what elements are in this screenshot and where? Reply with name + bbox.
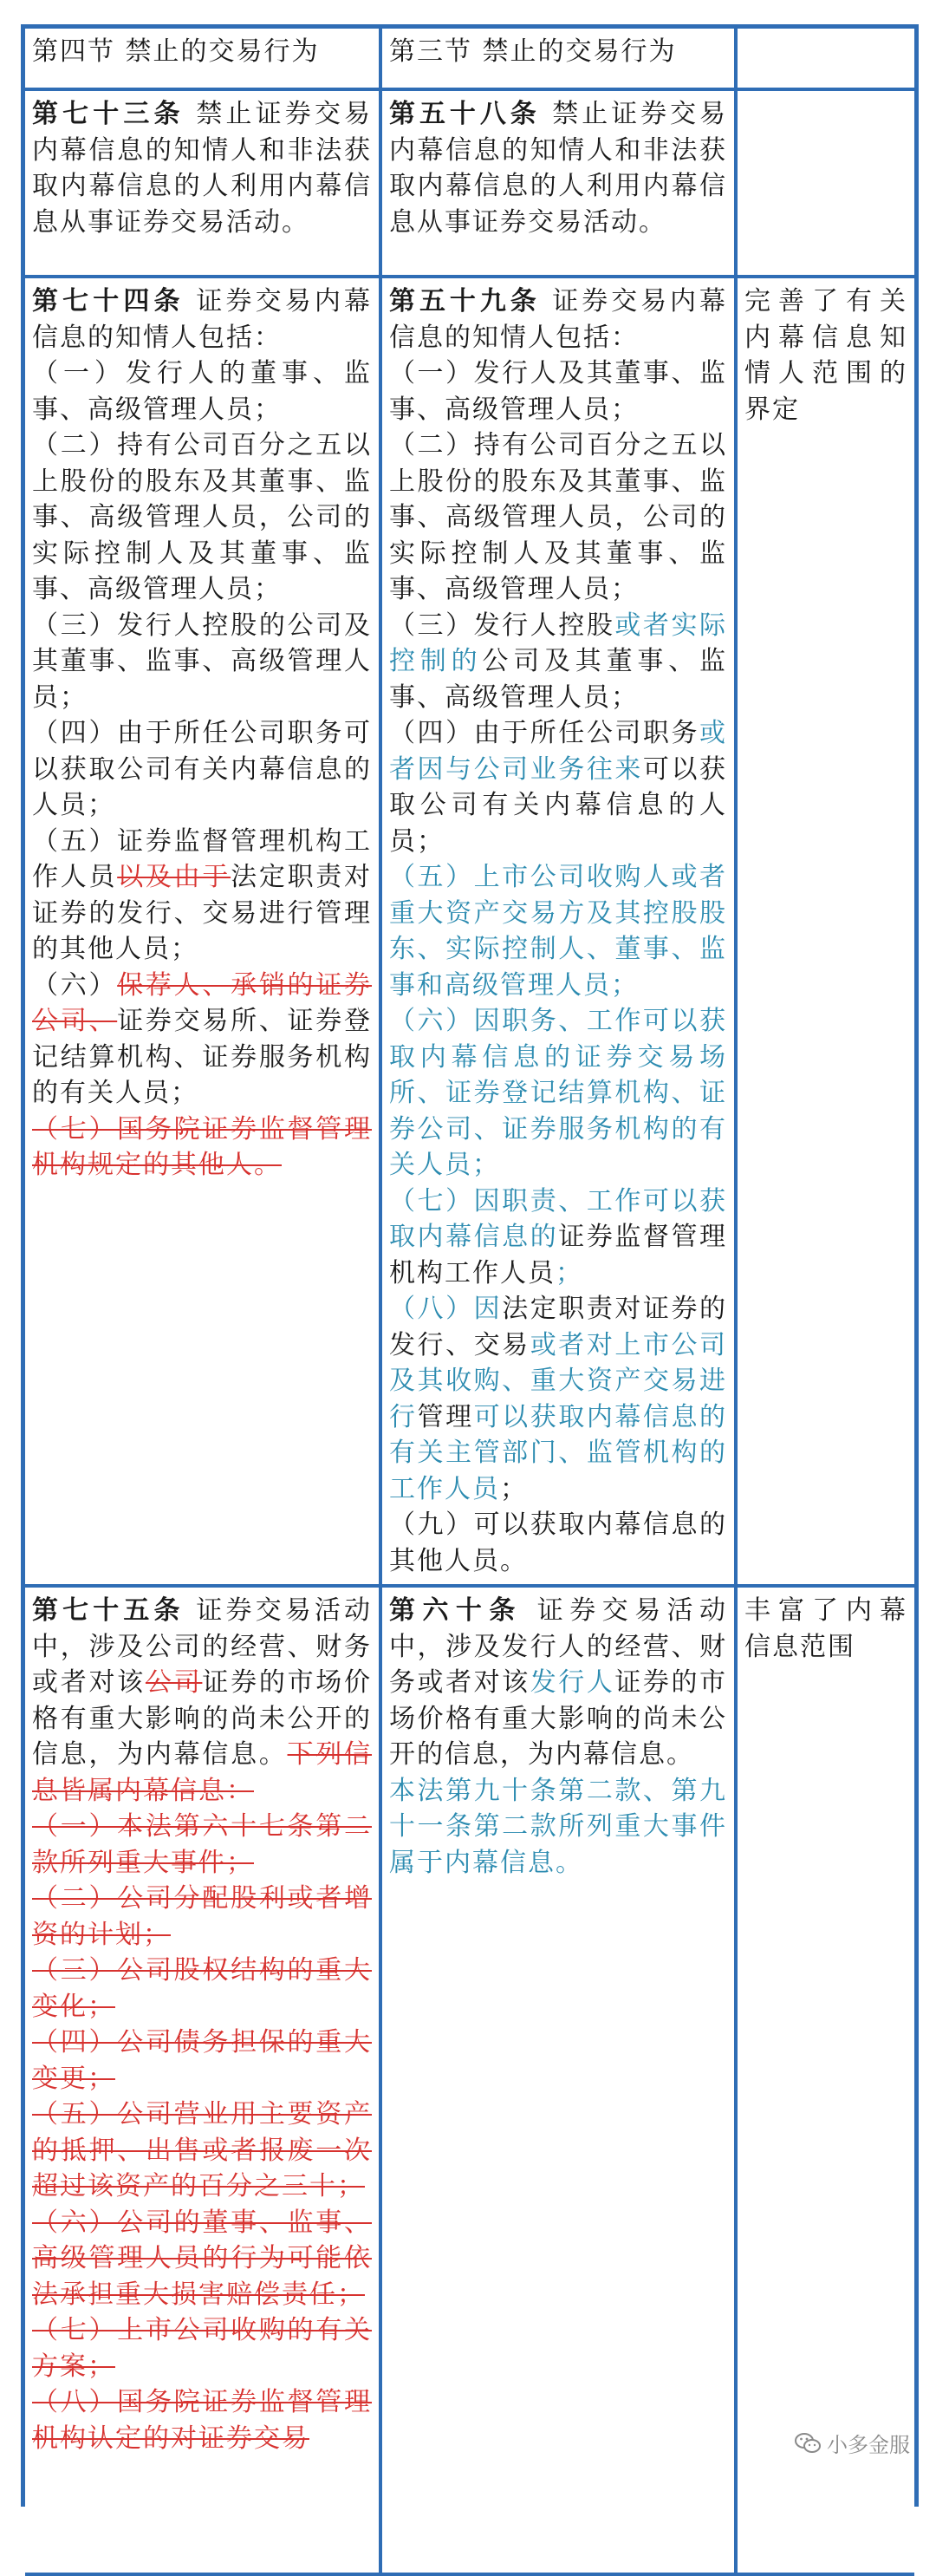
deleted-text: （七）国务院证券监督管理机构规定的其他人。 [32, 1113, 372, 1180]
header-old-law: 第四节 禁止的交易行为 [25, 29, 380, 89]
table-row [25, 1586, 914, 2574]
header-row [25, 29, 914, 89]
deleted-text: （八）国务院证券监督管理机构认定的对证券交易 [32, 2387, 372, 2454]
deleted-text: （七）上市公司收购的有关方案； [32, 2315, 372, 2382]
added-text: 发行人 [530, 1667, 615, 1698]
old-article-75: 第七十五条 证券交易活动中，涉及公司的经营、财务或者对该公司证券的市场价格有重大影响的尚未公开的信息，为内幕信息。下列信息皆属内幕信息： （一）本法第六十七条第二款所列重大事件； （二）公司分配股利或者增资的计划； （三）公司股权结构的重大变化； （四）公司债务担保的重大变更； （五）公司营业用主要资产的抵押、出售或者报废一次超过该资产的百分之三十； （六）公司的董事、监事、高级管理人员的行为可能依法承担重大损害赔偿责任； （七）上市公司收购的有关方案； （八）国务院证券监督管理机构认定的对证券交易 [25, 1586, 380, 2574]
deleted-text: （三）公司股权结构的重大变化； [32, 1955, 372, 2022]
comparison-table [25, 29, 914, 2576]
header-notes [736, 29, 914, 89]
added-text: （六）因职务、工作可以获取内幕信息的证券交易场所、证券登记结算机构、证券公司、证券服务机构的有关人员； [389, 1006, 727, 1180]
deleted-text: 保荐人、承销的证券公司、 [32, 969, 373, 1036]
deleted-text: 公司 [145, 1667, 203, 1698]
note-cell: 完善了有关内幕信息知情人范围的界定 [736, 277, 914, 1586]
watermark [794, 2428, 910, 2458]
deleted-text: （二）公司分配股利或者增资的计划； [32, 1883, 372, 1950]
note-cell: 丰富了内幕信息范围 [736, 1586, 914, 2574]
note-cell [736, 89, 914, 277]
new-article-60: 第六十条 证券交易活动中，涉及发行人的经营、财务或者对该发行人证券的市场价格有重大影响的尚未公开的信息，为内幕信息。 本法第九十条第二款、第九十一条第二款所列重大事件属于内幕信息。 [380, 1586, 736, 2574]
added-text: （七）因职责、工作可以获取内幕信息的 [389, 1185, 727, 1252]
old-article-73: 第七十三条 禁止证券交易内幕信息的知情人和非法获取内幕信息的人利用内幕信息从事证券交易活动。 [25, 89, 380, 277]
deleted-text: （一）本法第六十七条第二款所列重大事件； [32, 1811, 372, 1878]
added-text: 本法第九十条第二款、第九十一条第二款所列重大事件属于内幕信息。 [389, 1775, 727, 1878]
table-row [25, 277, 914, 1586]
comparison-page [21, 24, 919, 2507]
added-text: （八）因 [389, 1294, 503, 1324]
header-new-law: 第三节 禁止的交易行为 [380, 29, 736, 89]
deleted-text: 以及由于 [117, 862, 231, 892]
wechat-icon [794, 2432, 822, 2455]
added-text: 可以获取内幕信息的有关主管部门、监管机构的工作人员 [389, 1401, 728, 1504]
new-article-58: 第五十八条 禁止证券交易内幕信息的知情人和非法获取内幕信息的人利用内幕信息从事证券交易活动。 [380, 89, 736, 277]
added-text: 或者因与公司业务往来 [389, 718, 727, 785]
deleted-text: （五）公司营业用主要资产的抵押、出售或者报废一次超过该资产的百分之三十； [32, 2099, 372, 2201]
added-text: （五）上市公司收购人或者重大资产交易方及其控股股东、实际控制人、董事、监事和高级管理人员； [389, 862, 727, 1001]
old-article-74: 第七十四条 证券交易内幕信息的知情人包括： （一）发行人的董事、监事、高级管理人员； （二）持有公司百分之五以上股份的股东及其董事、监事、高级管理人员，公司的实际控制人及其董事、监事、高级管理人员； （三）发行人控股的公司及其董事、监事、高级管理人员； （四）由于所任公司职务可以获取公司有关内幕信息的人员； （五）证券监督管理机构工作人员以及由于法定职责对证券的发行、交易进行管理的其他人员； （六）保荐人、承销的证券公司、证券交易所、证券登记结算机构、证券服务机构的有关人员； （七）国务院证券监督管理机构规定的其他人。 [25, 277, 380, 1586]
added-text: 或者实际控制的 [389, 610, 728, 676]
added-text: 或者对上市公司及其收购、重大资产交易进行 [389, 1329, 728, 1432]
deleted-text: 下列信息皆属内幕信息： [32, 1739, 373, 1806]
deleted-text: （六）公司的董事、监事、高级管理人员的行为可能依法承担重大损害赔偿责任； [32, 2207, 372, 2310]
table-row [25, 89, 914, 277]
deleted-text: （四）公司债务担保的重大变更； [32, 2027, 372, 2094]
new-article-59: 第五十九条 证券交易内幕信息的知情人包括： （一）发行人及其董事、监事、高级管理人员； （二）持有公司百分之五以上股份的股东及其董事、监事、高级管理人员，公司的实际控制人及其董事、监事、高级管理人员； （三）发行人控股或者实际控制的公司及其董事、监事、高级管理人员； （四）由于所任公司职务或者因与公司业务往来可以获取公司有关内幕信息的人员； （五）上市公司收购人或者重大资产交易方及其控股股东、实际控制人、董事、监事和高级管理人员； （六）因职务、工作可以获取内幕信息的证券交易场所、证券登记结算机构、证券公司、证券服务机构的有关人员； （七）因职责、工作可以获取内幕信息的证券监督管理机构工作人员； （八）因法定职责对证券的发行、交易或者对上市公司及其收购、重大资产交易进行管理可以获取内幕信息的有关主管部门、监管机构的工作人员； （九）可以获取内幕信息的其他人员。 [380, 277, 736, 1586]
watermark-label: 小多金服 [827, 2433, 910, 2457]
